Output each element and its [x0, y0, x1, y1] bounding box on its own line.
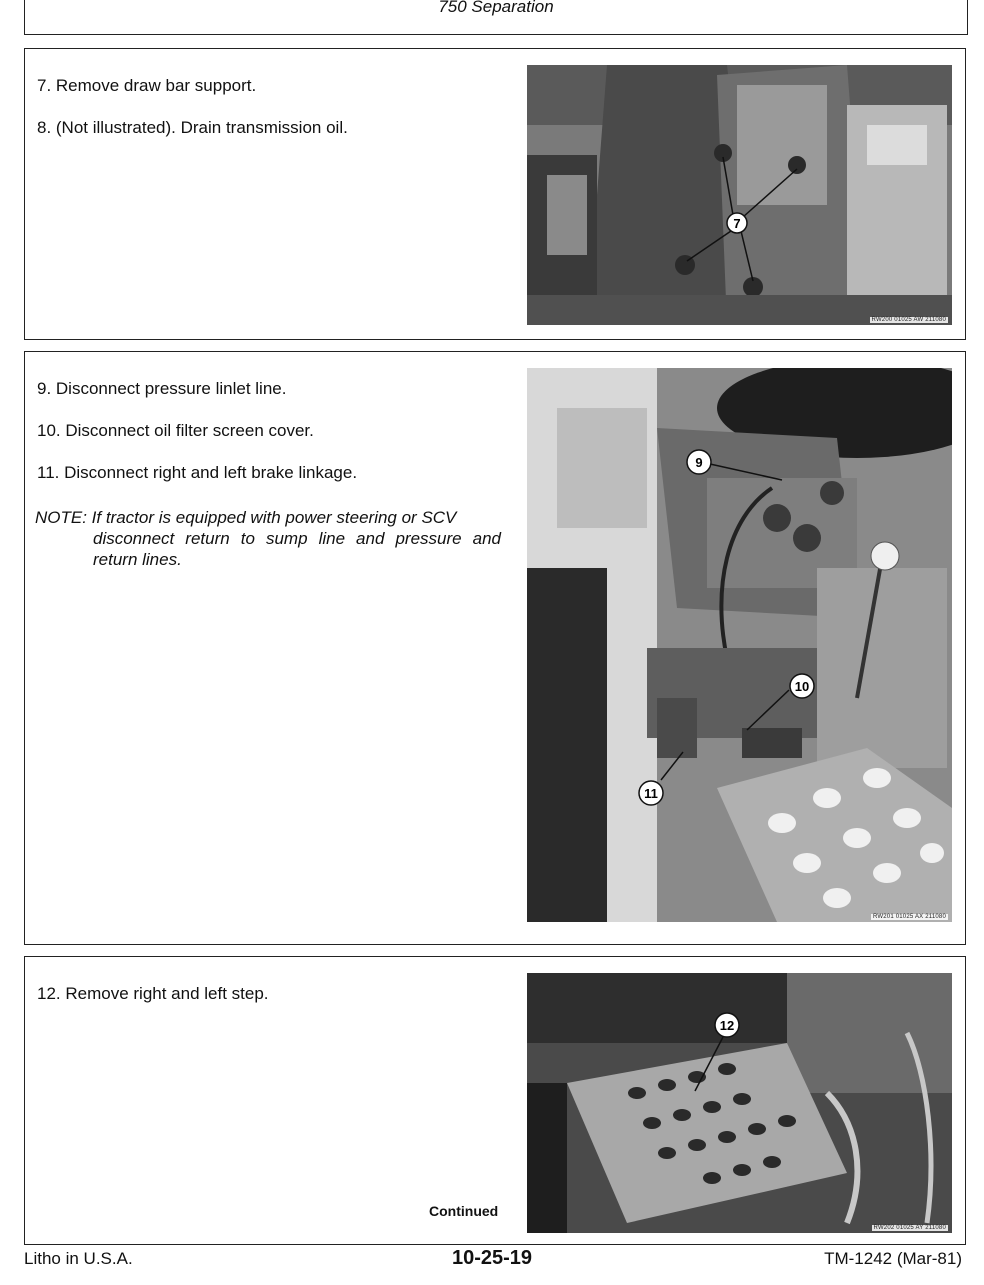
- callout-7-label: 7: [733, 216, 741, 231]
- step-10: 10. Disconnect oil filter screen cover.: [37, 421, 314, 440]
- step-7: 7. Remove draw bar support.: [37, 76, 257, 95]
- step-12: 12. Remove right and left step.: [37, 984, 269, 1003]
- callout-12: [715, 1013, 739, 1037]
- photo-code: RW200 01025 AW 211080: [871, 317, 946, 323]
- step-11: 11. Disconnect right and left brake linkage.: [37, 463, 358, 482]
- note-power-steering: [35, 507, 501, 570]
- callout-12-label: 12: [719, 1018, 735, 1033]
- photo-code: RW202 01025 AY 211080: [873, 1225, 946, 1231]
- continued-label: Continued: [429, 1203, 499, 1219]
- photo-brake-linkage: [527, 368, 952, 922]
- footer-printing-note: Litho in U.S.A.: [24, 1249, 133, 1268]
- procedure-section-1: [24, 48, 966, 340]
- step-8: 8. (Not illustrated). Drain transmission oil.: [37, 118, 348, 137]
- note-continuation: disconnect return to sump line and pressure and return lines.: [93, 529, 501, 569]
- note-lead: NOTE: If tractor is equipped with power steering or SCV: [35, 508, 457, 527]
- callout-10-label: 10: [794, 679, 810, 694]
- step-9: 9. Disconnect pressure linlet line.: [37, 379, 287, 398]
- callout-9: [687, 450, 711, 474]
- photo-code: RW201 01025 AX 211080: [872, 914, 946, 920]
- page-header: [24, 0, 968, 35]
- photo-draw-bar-support: [527, 65, 952, 325]
- procedure-section-2: [24, 351, 966, 945]
- callout-10: [790, 674, 814, 698]
- callout-11-label: 11: [644, 786, 658, 801]
- procedure-section-3: [24, 956, 966, 1245]
- callout-7: [727, 213, 747, 233]
- page-number: 10-25-19: [451, 1247, 533, 1269]
- photo-step-removal: [527, 973, 952, 1233]
- callout-9-label: 9: [695, 455, 703, 470]
- section-title: 750 Separation: [438, 0, 554, 16]
- manual-number: TM-1242 (Mar-81): [824, 1249, 962, 1268]
- callout-11: [639, 781, 663, 805]
